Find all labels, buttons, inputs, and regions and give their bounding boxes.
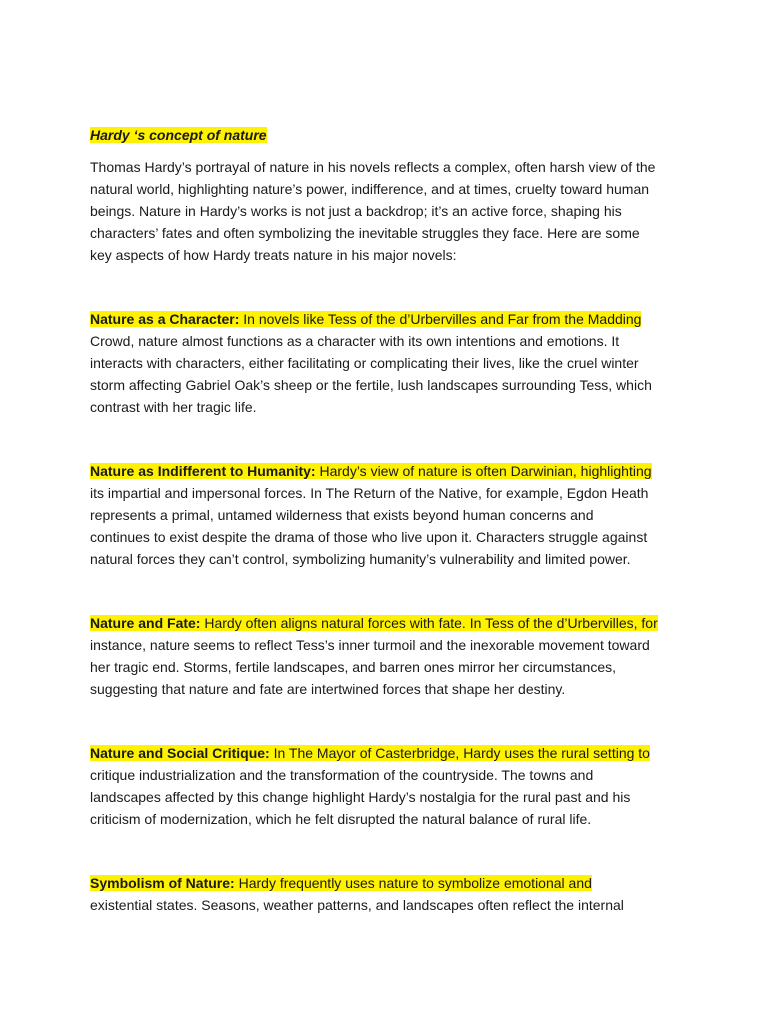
section-highlight: [90, 615, 658, 631]
section-highlight: [90, 875, 592, 891]
intro-line: beings. Nature in Hardy’s works is not just a backdrop; it’s an active force, shaping his: [90, 203, 622, 219]
intro-line: natural world, highlighting nature’s power, indifference, and at times, cruelty toward human: [90, 181, 650, 197]
section-line: suggesting that nature and fate are intertwined forces that shape her destiny.: [90, 681, 566, 697]
section-nature-as-character: [90, 308, 682, 418]
document-title: [90, 124, 682, 146]
section-line: her tragic end. Storms, fertile landscapes, and barren ones mirror her circumstances,: [90, 659, 617, 675]
section-first-line: [90, 612, 682, 634]
section-heading: Nature and Social Critique:: [90, 745, 270, 761]
section-line: contrast with her tragic life.: [90, 399, 257, 415]
section-lead-text: In The Mayor of Casterbridge, Hardy uses the rural setting to: [269, 745, 650, 761]
intro-line: Thomas Hardy’s portrayal of nature in his novels reflects a complex, often harsh view of the: [90, 159, 656, 175]
section-heading: Nature as Indifferent to Humanity:: [90, 463, 316, 479]
section-heading: Symbolism of Nature:: [90, 875, 235, 891]
section-line: natural forces they can’t control, symbolizing humanity’s vulnerability and limited power.: [90, 551, 631, 567]
section-line: instance, nature seems to reflect Tess’s inner turmoil and the inexorable movement toward: [90, 637, 650, 653]
section-highlight: [90, 463, 652, 479]
section-line: represents a primal, untamed wilderness that exists beyond human concerns and: [90, 507, 594, 523]
intro-paragraph: [90, 156, 682, 266]
section-lead-text: Hardy frequently uses nature to symbolize emotional and: [234, 875, 592, 891]
section-lead-text: In novels like Tess of the d’Urbervilles and Far from the Madding: [239, 311, 642, 327]
section-lead-text: Hardy often aligns natural forces with fate. In Tess of the d’Urbervilles, for: [200, 615, 658, 631]
section-highlight: [90, 745, 650, 761]
section-social-critique: [90, 742, 682, 830]
section-line: criticism of modernization, which he felt disrupted the natural balance of rural life.: [90, 811, 592, 827]
section-line: interacts with characters, either facilitating or complicating their lives, like the cruel winter: [90, 355, 639, 371]
intro-line: key aspects of how Hardy treats nature in his major novels:: [90, 247, 457, 263]
section-nature-and-fate: [90, 612, 682, 700]
section-nature-indifferent: [90, 460, 682, 570]
section-highlight: [90, 311, 641, 327]
title-highlight: Hardy ‘s concept of nature: [90, 127, 267, 143]
section-line: continues to exist despite the drama of those who live upon it. Characters struggle against: [90, 529, 648, 545]
intro-line: characters’ fates and often symbolizing the inevitable struggles they face. Here are some: [90, 225, 640, 241]
section-first-line: [90, 460, 682, 482]
section-heading: Nature as a Character:: [90, 311, 240, 327]
section-line: storm affecting Gabriel Oak’s sheep or the fertile, lush landscapes surrounding Tess, which: [90, 377, 652, 393]
section-line: its impartial and impersonal forces. In The Return of the Native, for example, Egdon Heath: [90, 485, 649, 501]
section-line: landscapes affected by this change highlight Hardy’s nostalgia for the rural past and his: [90, 789, 631, 805]
section-first-line: [90, 742, 682, 764]
section-lead-text: Hardy’s view of nature is often Darwinian, highlighting: [315, 463, 652, 479]
section-first-line: [90, 872, 682, 894]
section-heading: Nature and Fate:: [90, 615, 201, 631]
section-line: critique industrialization and the transformation of the countryside. The towns and: [90, 767, 594, 783]
section-symbolism: [90, 872, 682, 916]
document-body: [90, 124, 682, 916]
section-line: Crowd, nature almost functions as a character with its own intentions and emotions. It: [90, 333, 620, 349]
section-line: existential states. Seasons, weather patterns, and landscapes often reflect the internal: [90, 897, 624, 913]
section-first-line: [90, 308, 682, 330]
